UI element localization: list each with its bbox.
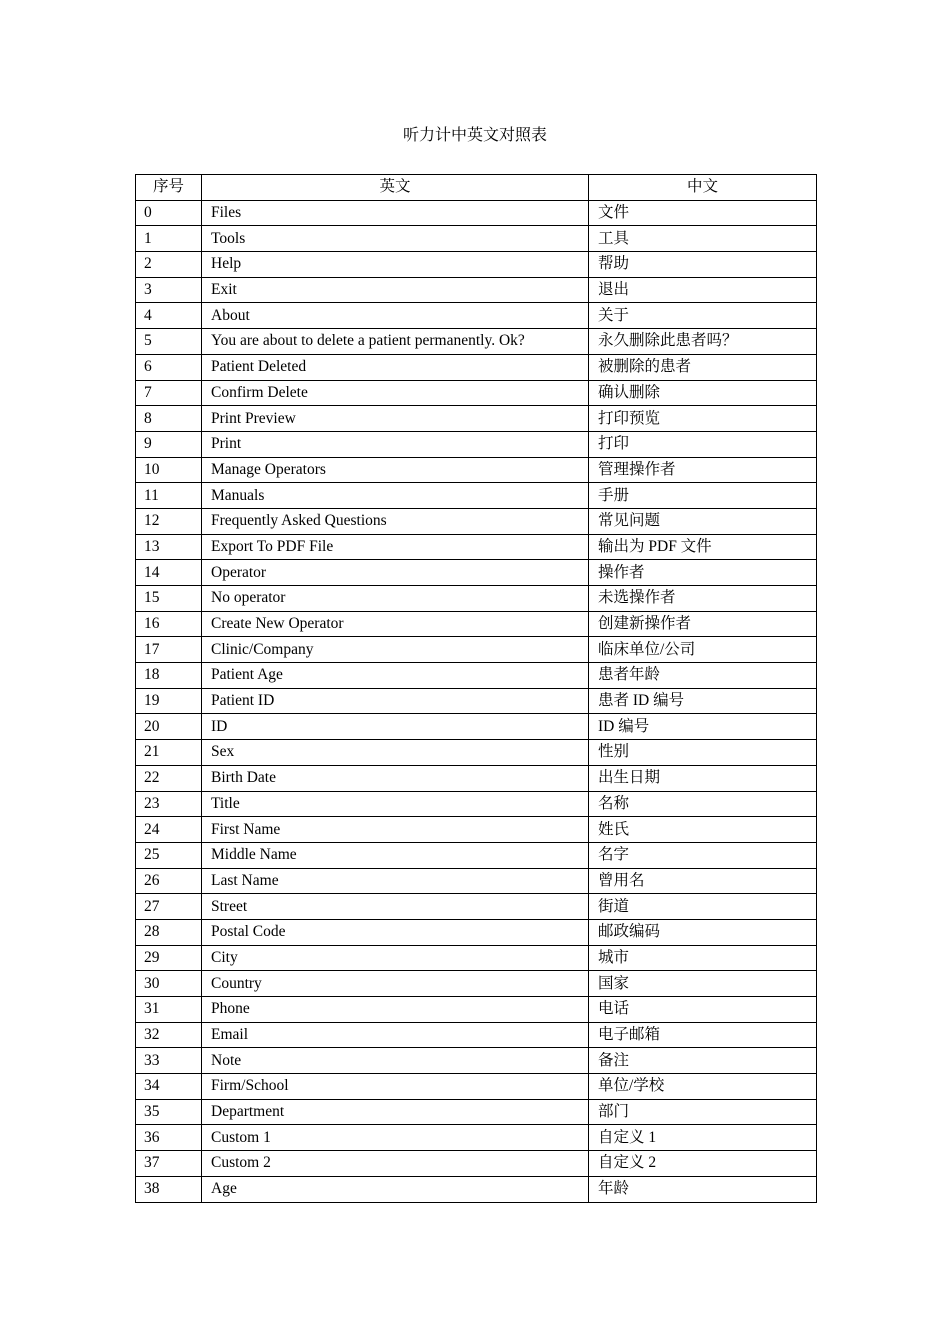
cell-chinese: 管理操作者 bbox=[589, 457, 817, 483]
header-english: 英文 bbox=[202, 175, 589, 201]
cell-chinese: 操作者 bbox=[589, 560, 817, 586]
cell-english: Patient ID bbox=[202, 688, 589, 714]
cell-chinese: 输出为 PDF 文件 bbox=[589, 534, 817, 560]
cell-number: 23 bbox=[136, 791, 202, 817]
cell-english: Patient Deleted bbox=[202, 354, 589, 380]
table-row bbox=[136, 611, 817, 637]
table-row bbox=[136, 586, 817, 612]
cell-number: 6 bbox=[136, 354, 202, 380]
cell-english: Last Name bbox=[202, 868, 589, 894]
table-row bbox=[136, 997, 817, 1023]
table-row bbox=[136, 1074, 817, 1100]
cell-english: Tools bbox=[202, 226, 589, 252]
cell-chinese: 出生日期 bbox=[589, 765, 817, 791]
table-row bbox=[136, 380, 817, 406]
cell-english: Department bbox=[202, 1099, 589, 1125]
table-row bbox=[136, 1125, 817, 1151]
cell-english: Country bbox=[202, 971, 589, 997]
cell-chinese: 电话 bbox=[589, 997, 817, 1023]
header-chinese: 中文 bbox=[589, 175, 817, 201]
cell-number: 3 bbox=[136, 277, 202, 303]
table-row bbox=[136, 945, 817, 971]
cell-english: Age bbox=[202, 1176, 589, 1202]
cell-number: 18 bbox=[136, 663, 202, 689]
table-row bbox=[136, 791, 817, 817]
table-row bbox=[136, 817, 817, 843]
table-row bbox=[136, 200, 817, 226]
cell-number: 17 bbox=[136, 637, 202, 663]
cell-number: 30 bbox=[136, 971, 202, 997]
table-row bbox=[136, 765, 817, 791]
cell-english: Title bbox=[202, 791, 589, 817]
table-row bbox=[136, 457, 817, 483]
cell-chinese: 单位/学校 bbox=[589, 1074, 817, 1100]
cell-chinese: 永久删除此患者吗？ bbox=[589, 329, 817, 355]
cell-chinese: 自定义 1 bbox=[589, 1125, 817, 1151]
cell-english: Birth Date bbox=[202, 765, 589, 791]
cell-number: 38 bbox=[136, 1176, 202, 1202]
table-row bbox=[136, 560, 817, 586]
table-row bbox=[136, 354, 817, 380]
document-title: 听力计中英文对照表 bbox=[402, 127, 547, 144]
cell-english: Patient Age bbox=[202, 663, 589, 689]
cell-english: Manuals bbox=[202, 483, 589, 509]
cell-number: 19 bbox=[136, 688, 202, 714]
cell-chinese: 年龄 bbox=[589, 1176, 817, 1202]
cell-number: 25 bbox=[136, 842, 202, 868]
cell-number: 27 bbox=[136, 894, 202, 920]
cell-english: City bbox=[202, 945, 589, 971]
cell-chinese: 文件 bbox=[589, 200, 817, 226]
table-row bbox=[136, 971, 817, 997]
cell-english: Phone bbox=[202, 997, 589, 1023]
table-row bbox=[136, 226, 817, 252]
cell-number: 14 bbox=[136, 560, 202, 586]
cell-number: 15 bbox=[136, 586, 202, 612]
cell-number: 22 bbox=[136, 765, 202, 791]
cell-chinese: 手册 bbox=[589, 483, 817, 509]
table-row bbox=[136, 1151, 817, 1177]
cell-number: 24 bbox=[136, 817, 202, 843]
cell-english: Note bbox=[202, 1048, 589, 1074]
table-row bbox=[136, 663, 817, 689]
cell-english: Create New Operator bbox=[202, 611, 589, 637]
cell-chinese: 未选操作者 bbox=[589, 586, 817, 612]
table-header bbox=[136, 175, 817, 201]
table-row bbox=[136, 252, 817, 278]
cell-chinese: 名字 bbox=[589, 842, 817, 868]
cell-chinese: 关于 bbox=[589, 303, 817, 329]
cell-english: Frequently Asked Questions bbox=[202, 508, 589, 534]
cell-english: ID bbox=[202, 714, 589, 740]
cell-chinese: 电子邮箱 bbox=[589, 1022, 817, 1048]
cell-number: 7 bbox=[136, 380, 202, 406]
cell-chinese: 帮助 bbox=[589, 252, 817, 278]
cell-english: Exit bbox=[202, 277, 589, 303]
table-row bbox=[136, 1022, 817, 1048]
cell-english: You are about to delete a patient permanently. Ok? bbox=[202, 329, 589, 355]
cell-number: 8 bbox=[136, 406, 202, 432]
table-row bbox=[136, 688, 817, 714]
table-row bbox=[136, 329, 817, 355]
cell-chinese: 患者 ID 编号 bbox=[589, 688, 817, 714]
cell-english: Custom 1 bbox=[202, 1125, 589, 1151]
cell-number: 36 bbox=[136, 1125, 202, 1151]
cell-chinese: 自定义 2 bbox=[589, 1151, 817, 1177]
cell-english: Sex bbox=[202, 740, 589, 766]
table-row bbox=[136, 919, 817, 945]
cell-chinese: 患者年龄 bbox=[589, 663, 817, 689]
cell-english: Manage Operators bbox=[202, 457, 589, 483]
cell-english: Custom 2 bbox=[202, 1151, 589, 1177]
cell-english: Firm/School bbox=[202, 1074, 589, 1100]
cell-number: 2 bbox=[136, 252, 202, 278]
cell-number: 1 bbox=[136, 226, 202, 252]
cell-number: 0 bbox=[136, 200, 202, 226]
cell-number: 10 bbox=[136, 457, 202, 483]
cell-english: Confirm Delete bbox=[202, 380, 589, 406]
cell-number: 28 bbox=[136, 919, 202, 945]
cell-english: Help bbox=[202, 252, 589, 278]
table-row bbox=[136, 637, 817, 663]
cell-english: Email bbox=[202, 1022, 589, 1048]
cell-number: 21 bbox=[136, 740, 202, 766]
cell-chinese: 确认删除 bbox=[589, 380, 817, 406]
table-row bbox=[136, 508, 817, 534]
cell-chinese: ID 编号 bbox=[589, 714, 817, 740]
cell-chinese: 国家 bbox=[589, 971, 817, 997]
cell-english: Files bbox=[202, 200, 589, 226]
cell-english: Print bbox=[202, 431, 589, 457]
cell-english: Print Preview bbox=[202, 406, 589, 432]
cell-number: 4 bbox=[136, 303, 202, 329]
table-row bbox=[136, 894, 817, 920]
cell-english: Postal Code bbox=[202, 919, 589, 945]
table-row bbox=[136, 303, 817, 329]
table-body bbox=[136, 200, 817, 1202]
cell-chinese: 姓氏 bbox=[589, 817, 817, 843]
table-row bbox=[136, 406, 817, 432]
header-number: 序号 bbox=[136, 175, 202, 201]
table-row bbox=[136, 714, 817, 740]
cell-chinese: 被删除的患者 bbox=[589, 354, 817, 380]
table-row bbox=[136, 431, 817, 457]
cell-number: 34 bbox=[136, 1074, 202, 1100]
table-row bbox=[136, 868, 817, 894]
table-row bbox=[136, 1048, 817, 1074]
header-row bbox=[136, 175, 817, 201]
cell-chinese: 临床单位/公司 bbox=[589, 637, 817, 663]
cell-chinese: 曾用名 bbox=[589, 868, 817, 894]
cell-english: About bbox=[202, 303, 589, 329]
cell-number: 26 bbox=[136, 868, 202, 894]
cell-english: Street bbox=[202, 894, 589, 920]
cell-chinese: 退出 bbox=[589, 277, 817, 303]
cell-number: 9 bbox=[136, 431, 202, 457]
cell-chinese: 邮政编码 bbox=[589, 919, 817, 945]
cell-number: 5 bbox=[136, 329, 202, 355]
cell-number: 31 bbox=[136, 997, 202, 1023]
cell-chinese: 名称 bbox=[589, 791, 817, 817]
cell-number: 16 bbox=[136, 611, 202, 637]
cell-chinese: 打印预览 bbox=[589, 406, 817, 432]
cell-english: Operator bbox=[202, 560, 589, 586]
cell-english: Clinic/Company bbox=[202, 637, 589, 663]
table-row bbox=[136, 534, 817, 560]
cell-number: 20 bbox=[136, 714, 202, 740]
cell-chinese: 创建新操作者 bbox=[589, 611, 817, 637]
cell-number: 33 bbox=[136, 1048, 202, 1074]
table-row bbox=[136, 1099, 817, 1125]
cell-chinese: 工具 bbox=[589, 226, 817, 252]
table-row bbox=[136, 740, 817, 766]
cell-number: 37 bbox=[136, 1151, 202, 1177]
cell-chinese: 城市 bbox=[589, 945, 817, 971]
glossary-table bbox=[135, 174, 817, 1203]
table-row bbox=[136, 1176, 817, 1202]
cell-number: 12 bbox=[136, 508, 202, 534]
table-row bbox=[136, 277, 817, 303]
cell-english: First Name bbox=[202, 817, 589, 843]
cell-chinese: 备注 bbox=[589, 1048, 817, 1074]
cell-number: 35 bbox=[136, 1099, 202, 1125]
cell-number: 29 bbox=[136, 945, 202, 971]
cell-chinese: 常见问题 bbox=[589, 508, 817, 534]
cell-number: 13 bbox=[136, 534, 202, 560]
cell-english: Export To PDF File bbox=[202, 534, 589, 560]
cell-english: Middle Name bbox=[202, 842, 589, 868]
cell-number: 11 bbox=[136, 483, 202, 509]
cell-number: 32 bbox=[136, 1022, 202, 1048]
cell-chinese: 打印 bbox=[589, 431, 817, 457]
cell-english: No operator bbox=[202, 586, 589, 612]
cell-chinese: 部门 bbox=[589, 1099, 817, 1125]
cell-chinese: 性别 bbox=[589, 740, 817, 766]
cell-chinese: 街道 bbox=[589, 894, 817, 920]
table-row bbox=[136, 842, 817, 868]
table-row bbox=[136, 483, 817, 509]
